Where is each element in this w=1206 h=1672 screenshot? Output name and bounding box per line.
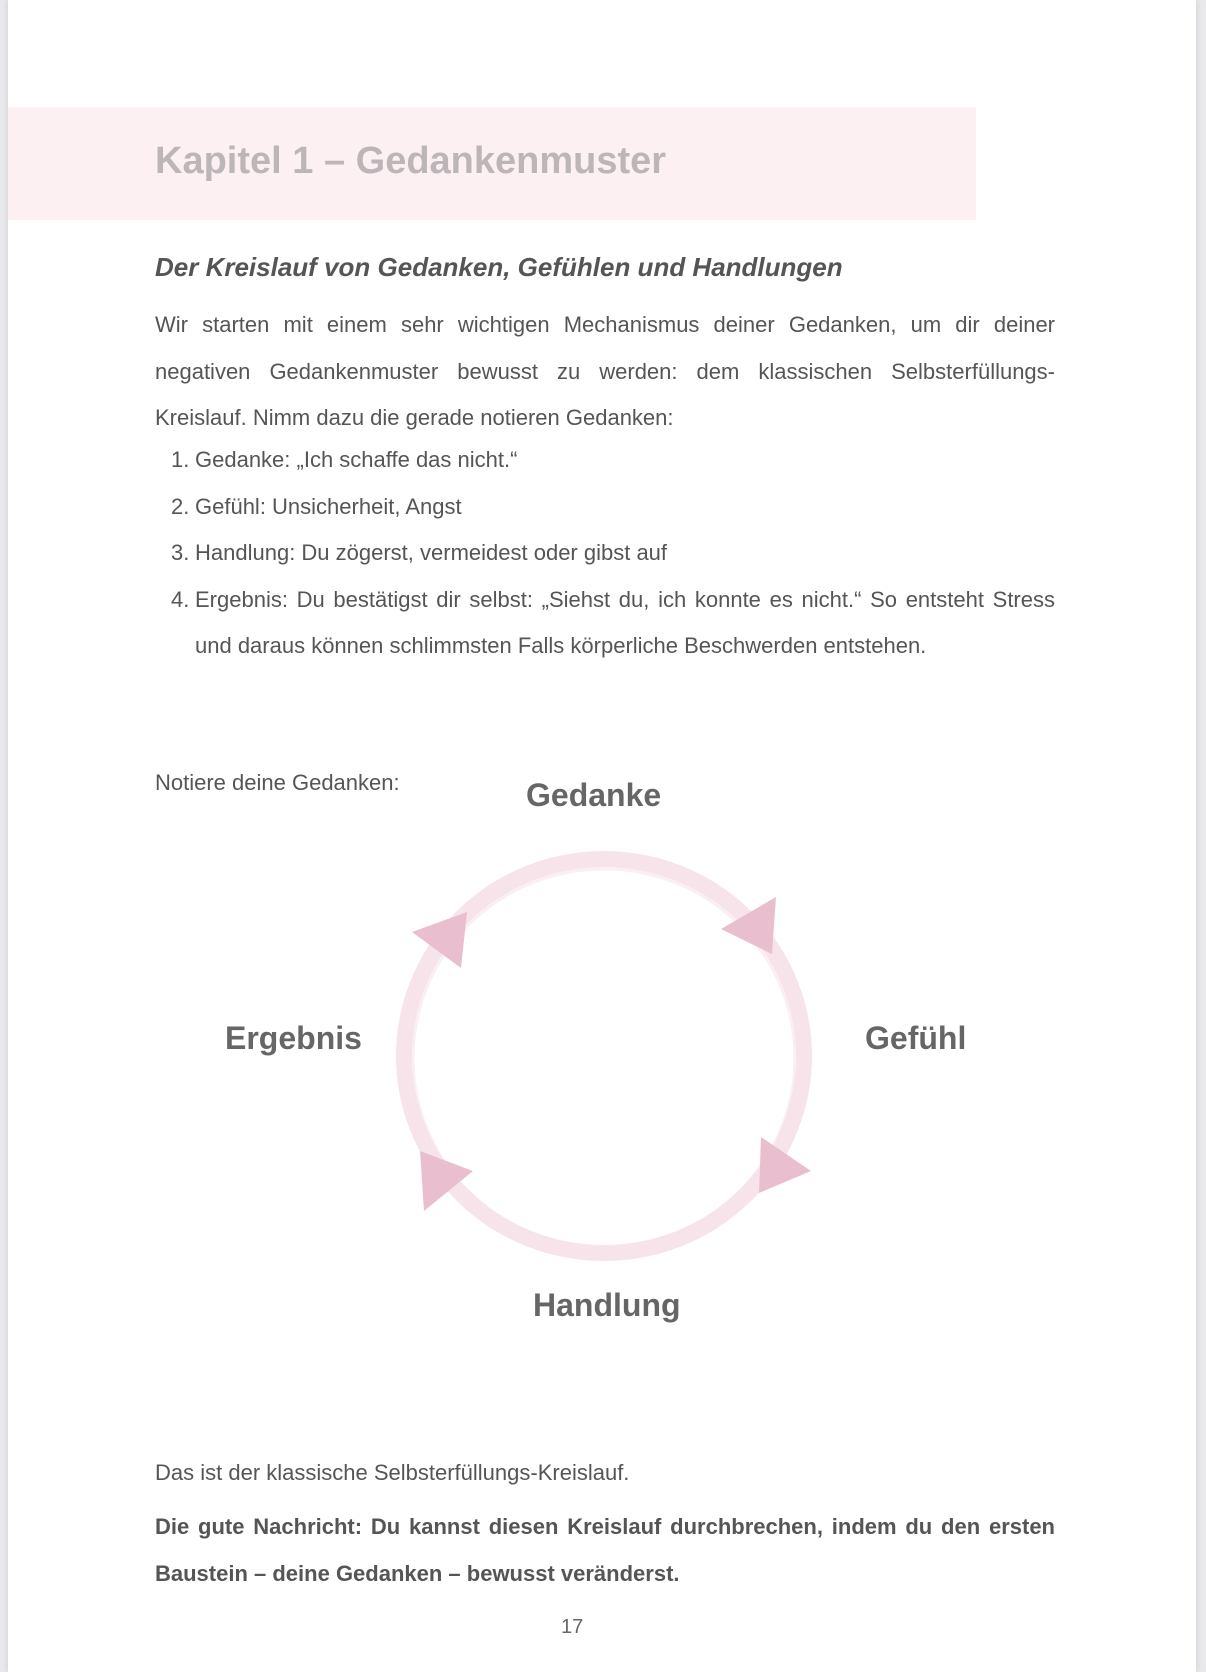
list-item-text: Gefühl: Unsicherheit, Angst <box>195 493 462 519</box>
arrow-top-left-icon <box>412 912 467 968</box>
closing-line: Das ist der klassische Selbsterfüllungs-Kreislauf. <box>155 1460 630 1485</box>
arrow-bottom-right-icon <box>759 1137 811 1193</box>
arrow-bottom-left-icon <box>420 1151 473 1211</box>
list-item-number: 3. <box>171 540 190 565</box>
list-item-number: 4. <box>171 586 190 612</box>
list-item <box>155 577 1055 670</box>
cycle-label-ergebnis: Ergebnis <box>225 1020 362 1056</box>
note-prompt: Notiere deine Gedanken: <box>155 770 400 795</box>
intro-paragraph: Wir starten mit einem sehr wichtigen Mechanismus deiner Gedanken, um dir deiner negativen Gedankenmuster bewusst zu werden: dem klassischen Selbsterfüllungs-Kreislauf. Nimm dazu die gerade notieren Gedanken: <box>155 312 1055 430</box>
cycle-label-handlung: Handlung <box>533 1287 681 1323</box>
cycle-label-gedanke: Gedanke <box>526 777 662 813</box>
cycle-steps-list <box>155 437 1055 670</box>
cycle-diagram <box>8 0 1196 1672</box>
page-number: 17 <box>561 1616 584 1638</box>
list-item <box>155 530 1055 577</box>
cycle-ring <box>404 859 804 1253</box>
list-item-number: 1. <box>171 447 190 472</box>
list-item-number: 2. <box>171 493 190 519</box>
closing-highlight: Die gute Nachricht: Du kannst diesen Kreislauf durchbrechen, indem du den ersten Baustein – deine Gedanken – bewusst veränderst. <box>155 1514 1055 1586</box>
cycle-ring-inner <box>412 868 796 1248</box>
list-item <box>155 484 1055 531</box>
cycle-label-gefuehl: Gefühl <box>865 1020 967 1056</box>
list-item-text: Handlung: Du zögerst, vermeidest oder gibst auf <box>195 540 668 565</box>
section-subtitle: Der Kreislauf von Gedanken, Gefühlen und Handlungen <box>155 252 843 282</box>
list-item-text: Gedanke: „Ich schaffe das nicht.“ <box>195 447 518 472</box>
cycle-ring-outer <box>404 859 804 1253</box>
chapter-title: Kapitel 1 – Gedankenmuster <box>155 140 667 182</box>
list-item-text: Ergebnis: Du bestätigst dir selbst: „Siehst du, ich konnte es nicht.“ So entsteht Stress und daraus können schlimmsten Falls körperliche Beschwerden entstehen. <box>195 586 1055 658</box>
arrow-top-right-icon <box>721 897 776 954</box>
document-page <box>8 0 1196 1672</box>
list-item <box>155 437 1055 484</box>
